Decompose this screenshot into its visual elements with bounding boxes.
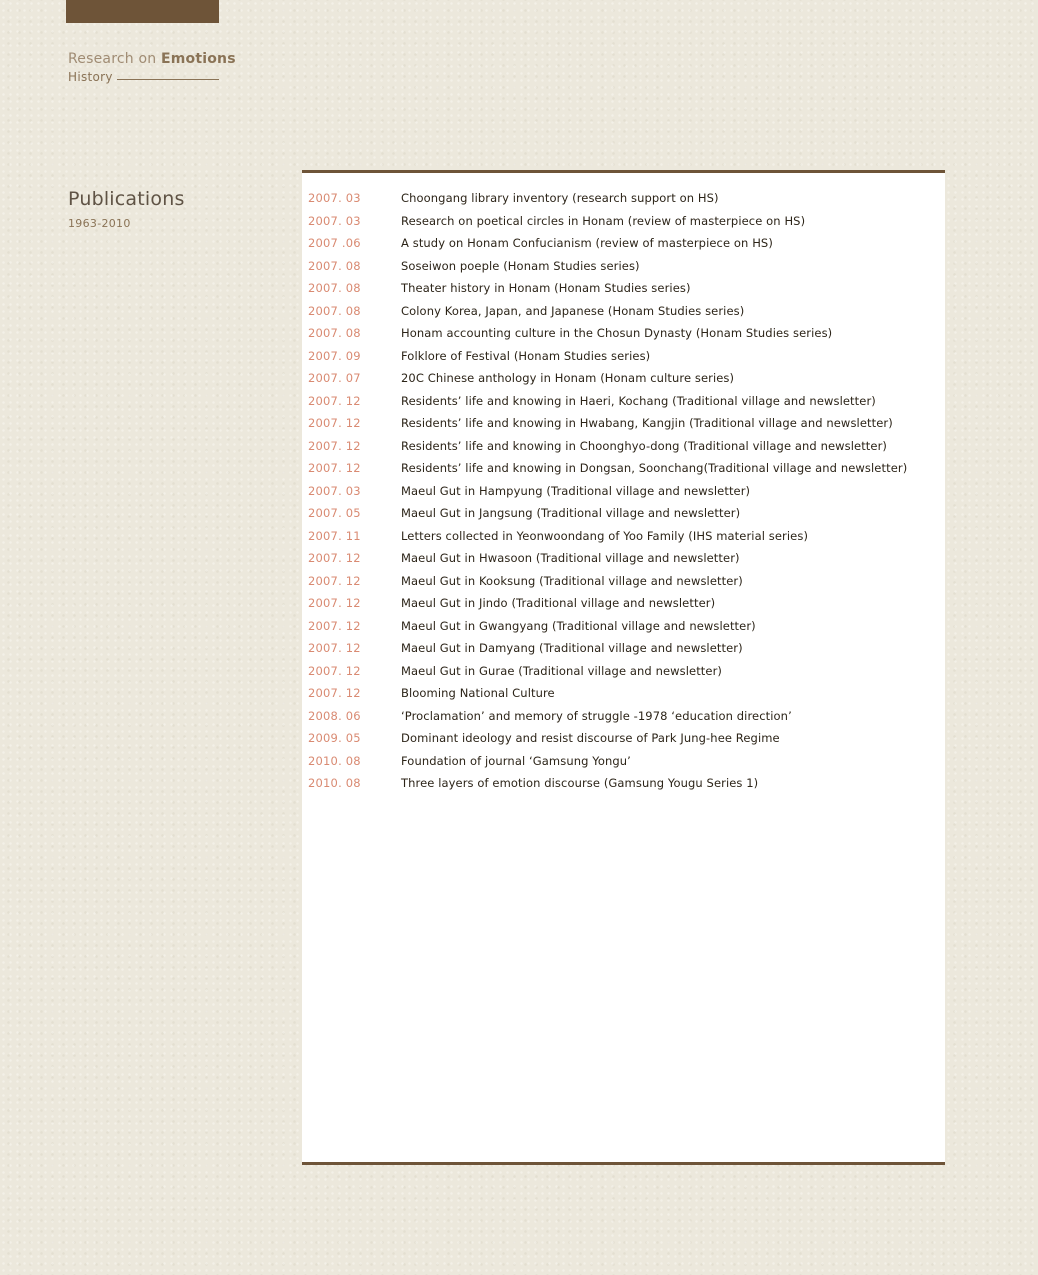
- publication-title: Theater history in Honam (Honam Studies series): [401, 281, 691, 296]
- publication-date: 2007. 08: [308, 258, 361, 273]
- publication-date: 2007. 12: [308, 686, 361, 701]
- publication-row: [302, 660, 945, 683]
- publication-row: [302, 682, 945, 705]
- brand-divider: [117, 79, 219, 80]
- publication-row: [302, 727, 945, 750]
- publication-title: Folklore of Festival (Honam Studies series): [401, 348, 651, 363]
- publication-date: 2007. 03: [308, 213, 361, 228]
- publication-row: [302, 480, 945, 503]
- publication-title: Maeul Gut in Jindo (Traditional village and newsletter): [401, 596, 716, 611]
- publication-title: Residents’ life and knowing in Choonghyo-dong (Traditional village and newsletter): [401, 438, 888, 453]
- publication-date: 2007. 07: [308, 371, 361, 386]
- publication-date: 2007. 12: [308, 393, 361, 408]
- top-nav-tab[interactable]: [66, 0, 219, 23]
- publication-title: Honam accounting culture in the Chosun Dynasty (Honam Studies series): [401, 326, 833, 341]
- publication-date: 2007. 12: [308, 618, 361, 633]
- publication-date: 2007. 12: [308, 551, 361, 566]
- publication-title: Research on poetical circles in Honam (review of masterpiece on HS): [401, 213, 806, 228]
- brand-title: [68, 51, 236, 67]
- brand-subtitle-row: [68, 70, 219, 84]
- publication-date: 2007. 12: [308, 416, 361, 431]
- publication-row: [302, 187, 945, 210]
- publication-date: 2007. 12: [308, 461, 361, 476]
- publication-row: [302, 502, 945, 525]
- publication-row: [302, 772, 945, 795]
- publication-row: [302, 435, 945, 458]
- publication-row: [302, 705, 945, 728]
- publication-row: [302, 750, 945, 773]
- publication-row: [302, 547, 945, 570]
- publication-title: 20C Chinese anthology in Honam (Honam culture series): [401, 371, 735, 386]
- publication-row: [302, 615, 945, 638]
- publication-title: Maeul Gut in Gwangyang (Traditional village and newsletter): [401, 618, 756, 633]
- publication-date: 2007. 03: [308, 483, 361, 498]
- publication-date: 2007 .06: [308, 236, 361, 251]
- publication-title: Dominant ideology and resist discourse of Park Jung-hee Regime: [401, 731, 780, 746]
- brand-strong: Emotions: [160, 51, 236, 67]
- publication-date: 2007. 05: [308, 506, 361, 521]
- publications-list: [302, 173, 945, 795]
- publication-date: 2010. 08: [308, 776, 361, 791]
- site-brand[interactable]: [68, 51, 236, 84]
- publication-date: 2007. 08: [308, 326, 361, 341]
- publication-date: 2007. 08: [308, 303, 361, 318]
- publication-date: 2007. 08: [308, 281, 361, 296]
- publication-title: Residents’ life and knowing in Dongsan, Soonchang(Traditional village and newsletter): [401, 461, 908, 476]
- publication-date: 2007. 03: [308, 191, 361, 206]
- publication-title: Residents’ life and knowing in Hwabang, Kangjin (Traditional village and newsletter): [401, 416, 893, 431]
- publication-title: Residents’ life and knowing in Haeri, Kochang (Traditional village and newsletter): [401, 393, 876, 408]
- publication-row: [302, 390, 945, 413]
- publication-row: [302, 570, 945, 593]
- publication-title: Maeul Gut in Hampyung (Traditional village and newsletter): [401, 483, 751, 498]
- brand-subtitle: History: [68, 70, 113, 84]
- publication-date: 2009. 05: [308, 731, 361, 746]
- brand-prefix: Research on: [68, 51, 161, 67]
- publication-date: 2007. 11: [308, 528, 361, 543]
- publication-date: 2008. 06: [308, 708, 361, 723]
- page-title: Publications: [68, 188, 185, 210]
- publication-row: [302, 637, 945, 660]
- publication-row: [302, 277, 945, 300]
- publication-row: [302, 210, 945, 233]
- publication-date: 2010. 08: [308, 753, 361, 768]
- publication-title: Colony Korea, Japan, and Japanese (Honam Studies series): [401, 303, 745, 318]
- publication-row: [302, 232, 945, 255]
- publication-row: [302, 300, 945, 323]
- publication-title: Foundation of journal ‘Gamsung Yongu’: [401, 753, 631, 768]
- publication-row: [302, 367, 945, 390]
- publication-row: [302, 525, 945, 548]
- publication-title: Maeul Gut in Hwasoon (Traditional village and newsletter): [401, 551, 740, 566]
- publication-title: Maeul Gut in Damyang (Traditional village and newsletter): [401, 641, 743, 656]
- publication-date: 2007. 09: [308, 348, 361, 363]
- publications-panel: [302, 170, 945, 1165]
- publication-date: 2007. 12: [308, 596, 361, 611]
- publication-row: [302, 345, 945, 368]
- publication-row: [302, 457, 945, 480]
- publication-title: A study on Honam Confucianism (review of masterpiece on HS): [401, 236, 773, 251]
- publication-date: 2007. 12: [308, 573, 361, 588]
- publication-title: Maeul Gut in Jangsung (Traditional village and newsletter): [401, 506, 741, 521]
- publication-title: Maeul Gut in Kooksung (Traditional village and newsletter): [401, 573, 743, 588]
- publication-title: Letters collected in Yeonwoondang of Yoo Family (IHS material series): [401, 528, 809, 543]
- publication-row: [302, 592, 945, 615]
- publication-title: Blooming National Culture: [401, 686, 555, 701]
- publication-row: [302, 412, 945, 435]
- publication-date: 2007. 12: [308, 663, 361, 678]
- publication-title: ‘Proclamation’ and memory of struggle -1978 ‘education direction’: [401, 708, 792, 723]
- publication-date: 2007. 12: [308, 641, 361, 656]
- publication-date: 2007. 12: [308, 438, 361, 453]
- publication-title: Soseiwon poeple (Honam Studies series): [401, 258, 640, 273]
- page-year-range: 1963-2010: [68, 217, 131, 230]
- publication-row: [302, 255, 945, 278]
- publication-title: Three layers of emotion discourse (Gamsung Yougu Series 1): [401, 776, 759, 791]
- publication-title: Maeul Gut in Gurae (Traditional village and newsletter): [401, 663, 723, 678]
- publication-row: [302, 322, 945, 345]
- publication-title: Choongang library inventory (research support on HS): [401, 191, 719, 206]
